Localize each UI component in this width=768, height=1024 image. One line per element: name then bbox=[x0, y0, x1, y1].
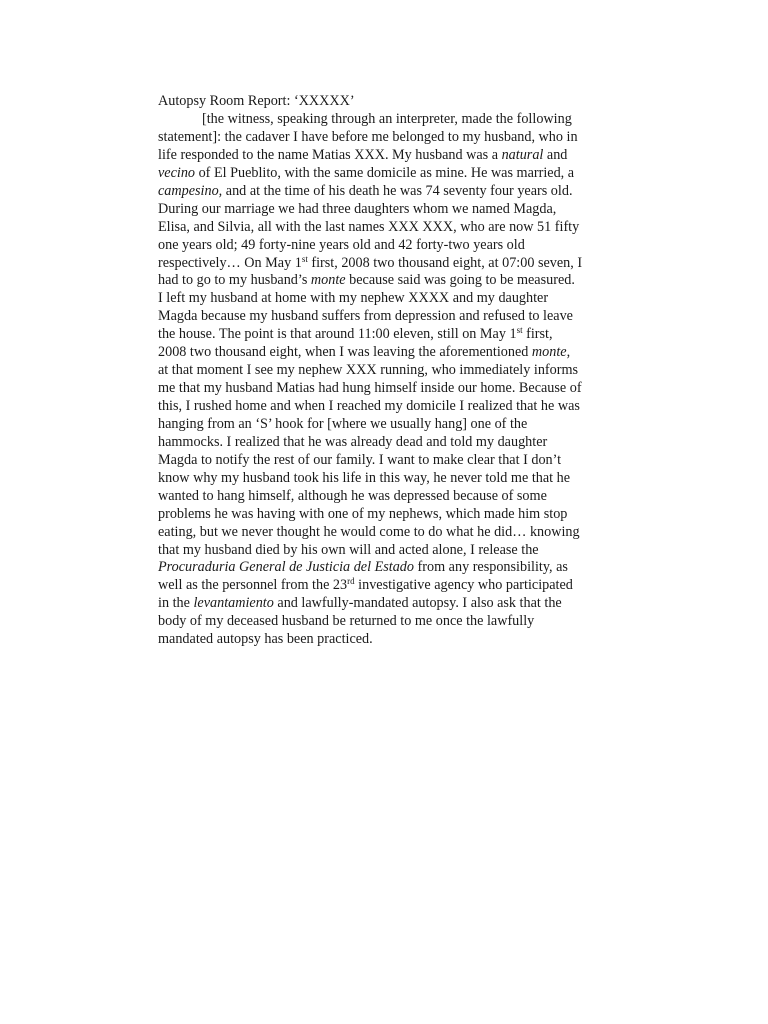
text-run: and at the time of his death he was 74 seventy four years old. bbox=[222, 182, 573, 199]
text-line bbox=[158, 326, 618, 344]
italic-text: levantamiento bbox=[193, 595, 274, 612]
text-line bbox=[158, 201, 618, 219]
document-title: Autopsy Room Report: ‘XXXXX’ bbox=[158, 93, 355, 109]
text-line bbox=[158, 237, 618, 255]
text-line bbox=[158, 219, 618, 237]
text-run: from any responsibility, as bbox=[414, 559, 568, 576]
text-run: because said was going to be measured. bbox=[345, 272, 575, 289]
text-line bbox=[158, 165, 618, 183]
text-run: Magda because my husband suffers from depression and refused to leave bbox=[158, 308, 573, 325]
text-line bbox=[158, 631, 618, 649]
text-line bbox=[158, 362, 618, 380]
italic-text: monte bbox=[310, 272, 346, 289]
text-run: mandated autopsy has been practiced. bbox=[158, 631, 373, 648]
text-line bbox=[158, 290, 618, 308]
text-line bbox=[158, 506, 618, 524]
text-run: me that my husband Matias had hung himself inside our home. Because of bbox=[158, 380, 582, 397]
superscript-text: st bbox=[301, 253, 308, 264]
text-line bbox=[158, 308, 618, 326]
document-body bbox=[158, 111, 618, 649]
text-run: statement]: the cadaver I have before me belonged to my husband, who in bbox=[158, 128, 578, 145]
italic-text: natural bbox=[501, 146, 544, 163]
text-run: one years old; 49 forty-nine years old and 42 forty-two years old bbox=[158, 236, 525, 253]
text-run: first, 2008 two thousand eight, at 07:00 seven, I bbox=[307, 254, 583, 271]
text-line bbox=[158, 452, 618, 470]
text-run: the house. The point is that around 11:00 eleven, still on May 1 bbox=[158, 326, 517, 343]
text-run: and bbox=[543, 146, 568, 163]
text-line bbox=[158, 559, 618, 577]
text-run: life responded to the name Matias XXX. My husband was a bbox=[158, 146, 502, 163]
text-run: in the bbox=[158, 595, 194, 612]
italic-text: vecino bbox=[158, 164, 196, 181]
text-line bbox=[158, 398, 618, 416]
text-run: well as the personnel from the 23 bbox=[158, 577, 348, 594]
text-line bbox=[158, 595, 618, 613]
text-run: know why my husband took his life in this way, he never told me that he bbox=[158, 469, 571, 486]
text-line bbox=[158, 577, 618, 595]
text-run: had to go to my husband’s bbox=[158, 272, 311, 289]
text-run: this, I rushed home and when I reached my domicile I realized that he was bbox=[158, 398, 580, 414]
text-run: respectively… On May 1 bbox=[158, 254, 302, 271]
text-run: at that moment I see my nephew XXX running, who immediately informs bbox=[158, 362, 579, 379]
text-line bbox=[158, 255, 618, 273]
text-line bbox=[158, 111, 618, 129]
text-line bbox=[158, 183, 618, 201]
text-run: , bbox=[566, 344, 571, 361]
text-run: [the witness, speaking through an interpreter, made the following bbox=[202, 111, 572, 127]
text-line bbox=[158, 488, 618, 506]
text-run: first, bbox=[522, 326, 553, 343]
text-line bbox=[158, 416, 618, 434]
text-run: hanging from an ‘S’ hook for [where we usually hang] one of the bbox=[158, 415, 528, 432]
text-run: wanted to hang himself, although he was depressed because of some bbox=[158, 487, 547, 504]
text-line bbox=[158, 613, 618, 631]
superscript-text: st bbox=[516, 325, 523, 336]
italic-text: Procuraduria General de Justicia del Estado bbox=[158, 559, 414, 576]
italic-text: monte bbox=[531, 344, 567, 361]
text-run: body of my deceased husband be returned to me once the lawfully bbox=[158, 613, 535, 630]
text-run: of El Pueblito, with the same domicile as mine. He was married, a bbox=[195, 164, 575, 181]
text-run: Elisa, and Silvia, all with the last names XXX XXX, who are now 51 fifty bbox=[158, 218, 580, 235]
text-line bbox=[158, 434, 618, 452]
text-run: problems he was having with one of my nephews, which made him stop bbox=[158, 505, 568, 522]
text-run: I left my husband at home with my nephew XXXX and my daughter bbox=[158, 290, 549, 307]
text-line bbox=[158, 524, 618, 542]
text-run: and lawfully-mandated autopsy. I also ask that the bbox=[273, 595, 562, 612]
text-run: eating, but we never thought he would come to do what he did… knowing bbox=[158, 523, 580, 540]
text-run: investigative agency who participated bbox=[354, 577, 573, 594]
text-run: hammocks. I realized that he was already dead and told my daughter bbox=[158, 433, 548, 450]
text-line bbox=[158, 272, 618, 290]
text-run: During our marriage we had three daughters whom we named Magda, bbox=[158, 200, 557, 217]
superscript-text: rd bbox=[347, 576, 355, 587]
text-line bbox=[158, 147, 618, 165]
text-run: Magda to notify the rest of our family. I want to make clear that I don’t bbox=[158, 451, 562, 468]
text-line bbox=[158, 542, 618, 560]
text-run: that my husband died by his own will and acted alone, I release the bbox=[158, 541, 539, 558]
text-line bbox=[158, 129, 618, 147]
text-run: 2008 two thousand eight, when I was leaving the aforementioned bbox=[158, 344, 532, 361]
italic-text: campesino, bbox=[158, 182, 223, 199]
text-line bbox=[158, 344, 618, 362]
text-line bbox=[158, 380, 618, 398]
text-line bbox=[158, 470, 618, 488]
